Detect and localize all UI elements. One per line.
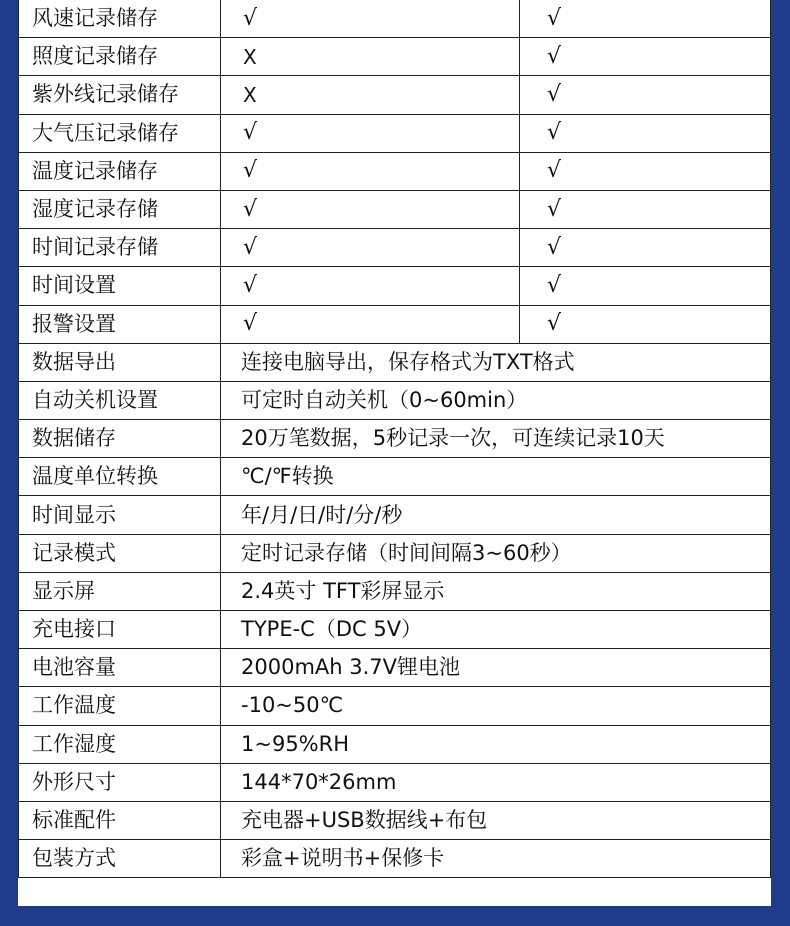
row-label: 工作温度 [19, 687, 221, 725]
table-row [19, 267, 771, 305]
table-row [19, 229, 771, 267]
row-label: 充电接口 [19, 611, 221, 649]
row-label: 报警设置 [19, 305, 221, 343]
table-row [19, 496, 771, 534]
row-label: 数据储存 [19, 420, 221, 458]
table-row [19, 420, 771, 458]
row-value: 1~95%RH [221, 725, 771, 763]
cross-mark: X [221, 76, 520, 114]
row-label: 温度记录储存 [19, 152, 221, 190]
table-row [19, 343, 771, 381]
check-mark: √ [221, 190, 520, 228]
spec-table [18, 0, 771, 878]
row-value: 连接电脑导出，保存格式为TXT格式 [221, 343, 771, 381]
row-label: 时间显示 [19, 496, 221, 534]
check-mark: √ [520, 38, 771, 76]
row-label: 自动关机设置 [19, 381, 221, 419]
table-row [19, 381, 771, 419]
table-row [19, 534, 771, 572]
table-row [19, 763, 771, 801]
row-label: 显示屏 [19, 572, 221, 610]
table-row [19, 38, 771, 76]
row-label: 电池容量 [19, 649, 221, 687]
check-mark: √ [221, 267, 520, 305]
spec-table-body [19, 0, 771, 878]
row-value: 20万笔数据，5秒记录一次，可连续记录10天 [221, 420, 771, 458]
check-mark: √ [221, 305, 520, 343]
row-label: 紫外线记录储存 [19, 76, 221, 114]
table-row [19, 0, 771, 38]
row-label: 记录模式 [19, 534, 221, 572]
row-value: ℃/℉转换 [221, 458, 771, 496]
check-mark: √ [520, 0, 771, 38]
check-mark: √ [221, 229, 520, 267]
table-row [19, 611, 771, 649]
row-label: 大气压记录储存 [19, 114, 221, 152]
row-label: 包装方式 [19, 840, 221, 878]
check-mark: √ [520, 114, 771, 152]
check-mark: √ [221, 152, 520, 190]
table-row [19, 572, 771, 610]
row-value: 可定时自动关机（0~60min） [221, 381, 771, 419]
row-value: 2.4英寸 TFT彩屏显示 [221, 572, 771, 610]
row-label: 湿度记录存储 [19, 190, 221, 228]
check-mark: √ [221, 114, 520, 152]
row-label: 风速记录储存 [19, 0, 221, 38]
check-mark: √ [520, 76, 771, 114]
row-label: 时间设置 [19, 267, 221, 305]
check-mark: √ [520, 152, 771, 190]
row-label: 照度记录储存 [19, 38, 221, 76]
row-value: 充电器+USB数据线+布包 [221, 801, 771, 839]
table-row [19, 649, 771, 687]
row-value: 2000mAh 3.7V锂电池 [221, 649, 771, 687]
row-label: 数据导出 [19, 343, 221, 381]
table-row [19, 114, 771, 152]
check-mark: √ [520, 190, 771, 228]
table-row [19, 687, 771, 725]
table-row [19, 840, 771, 878]
cross-mark: X [221, 38, 520, 76]
table-row [19, 152, 771, 190]
row-value: 定时记录存储（时间间隔3~60秒） [221, 534, 771, 572]
check-mark: √ [221, 0, 520, 38]
row-label: 温度单位转换 [19, 458, 221, 496]
row-label: 外形尺寸 [19, 763, 221, 801]
table-row [19, 76, 771, 114]
row-value: 彩盒+说明书+保修卡 [221, 840, 771, 878]
table-row [19, 458, 771, 496]
table-row [19, 725, 771, 763]
table-row [19, 801, 771, 839]
row-value: 年/月/日/时/分/秒 [221, 496, 771, 534]
row-label: 时间记录存储 [19, 229, 221, 267]
row-value: TYPE-C（DC 5V） [221, 611, 771, 649]
check-mark: √ [520, 305, 771, 343]
table-row [19, 190, 771, 228]
spec-sheet [18, 0, 771, 906]
row-value: -10~50℃ [221, 687, 771, 725]
table-row [19, 305, 771, 343]
check-mark: √ [520, 267, 771, 305]
check-mark: √ [520, 229, 771, 267]
row-label: 标准配件 [19, 801, 221, 839]
row-label: 工作湿度 [19, 725, 221, 763]
row-value: 144*70*26mm [221, 763, 771, 801]
